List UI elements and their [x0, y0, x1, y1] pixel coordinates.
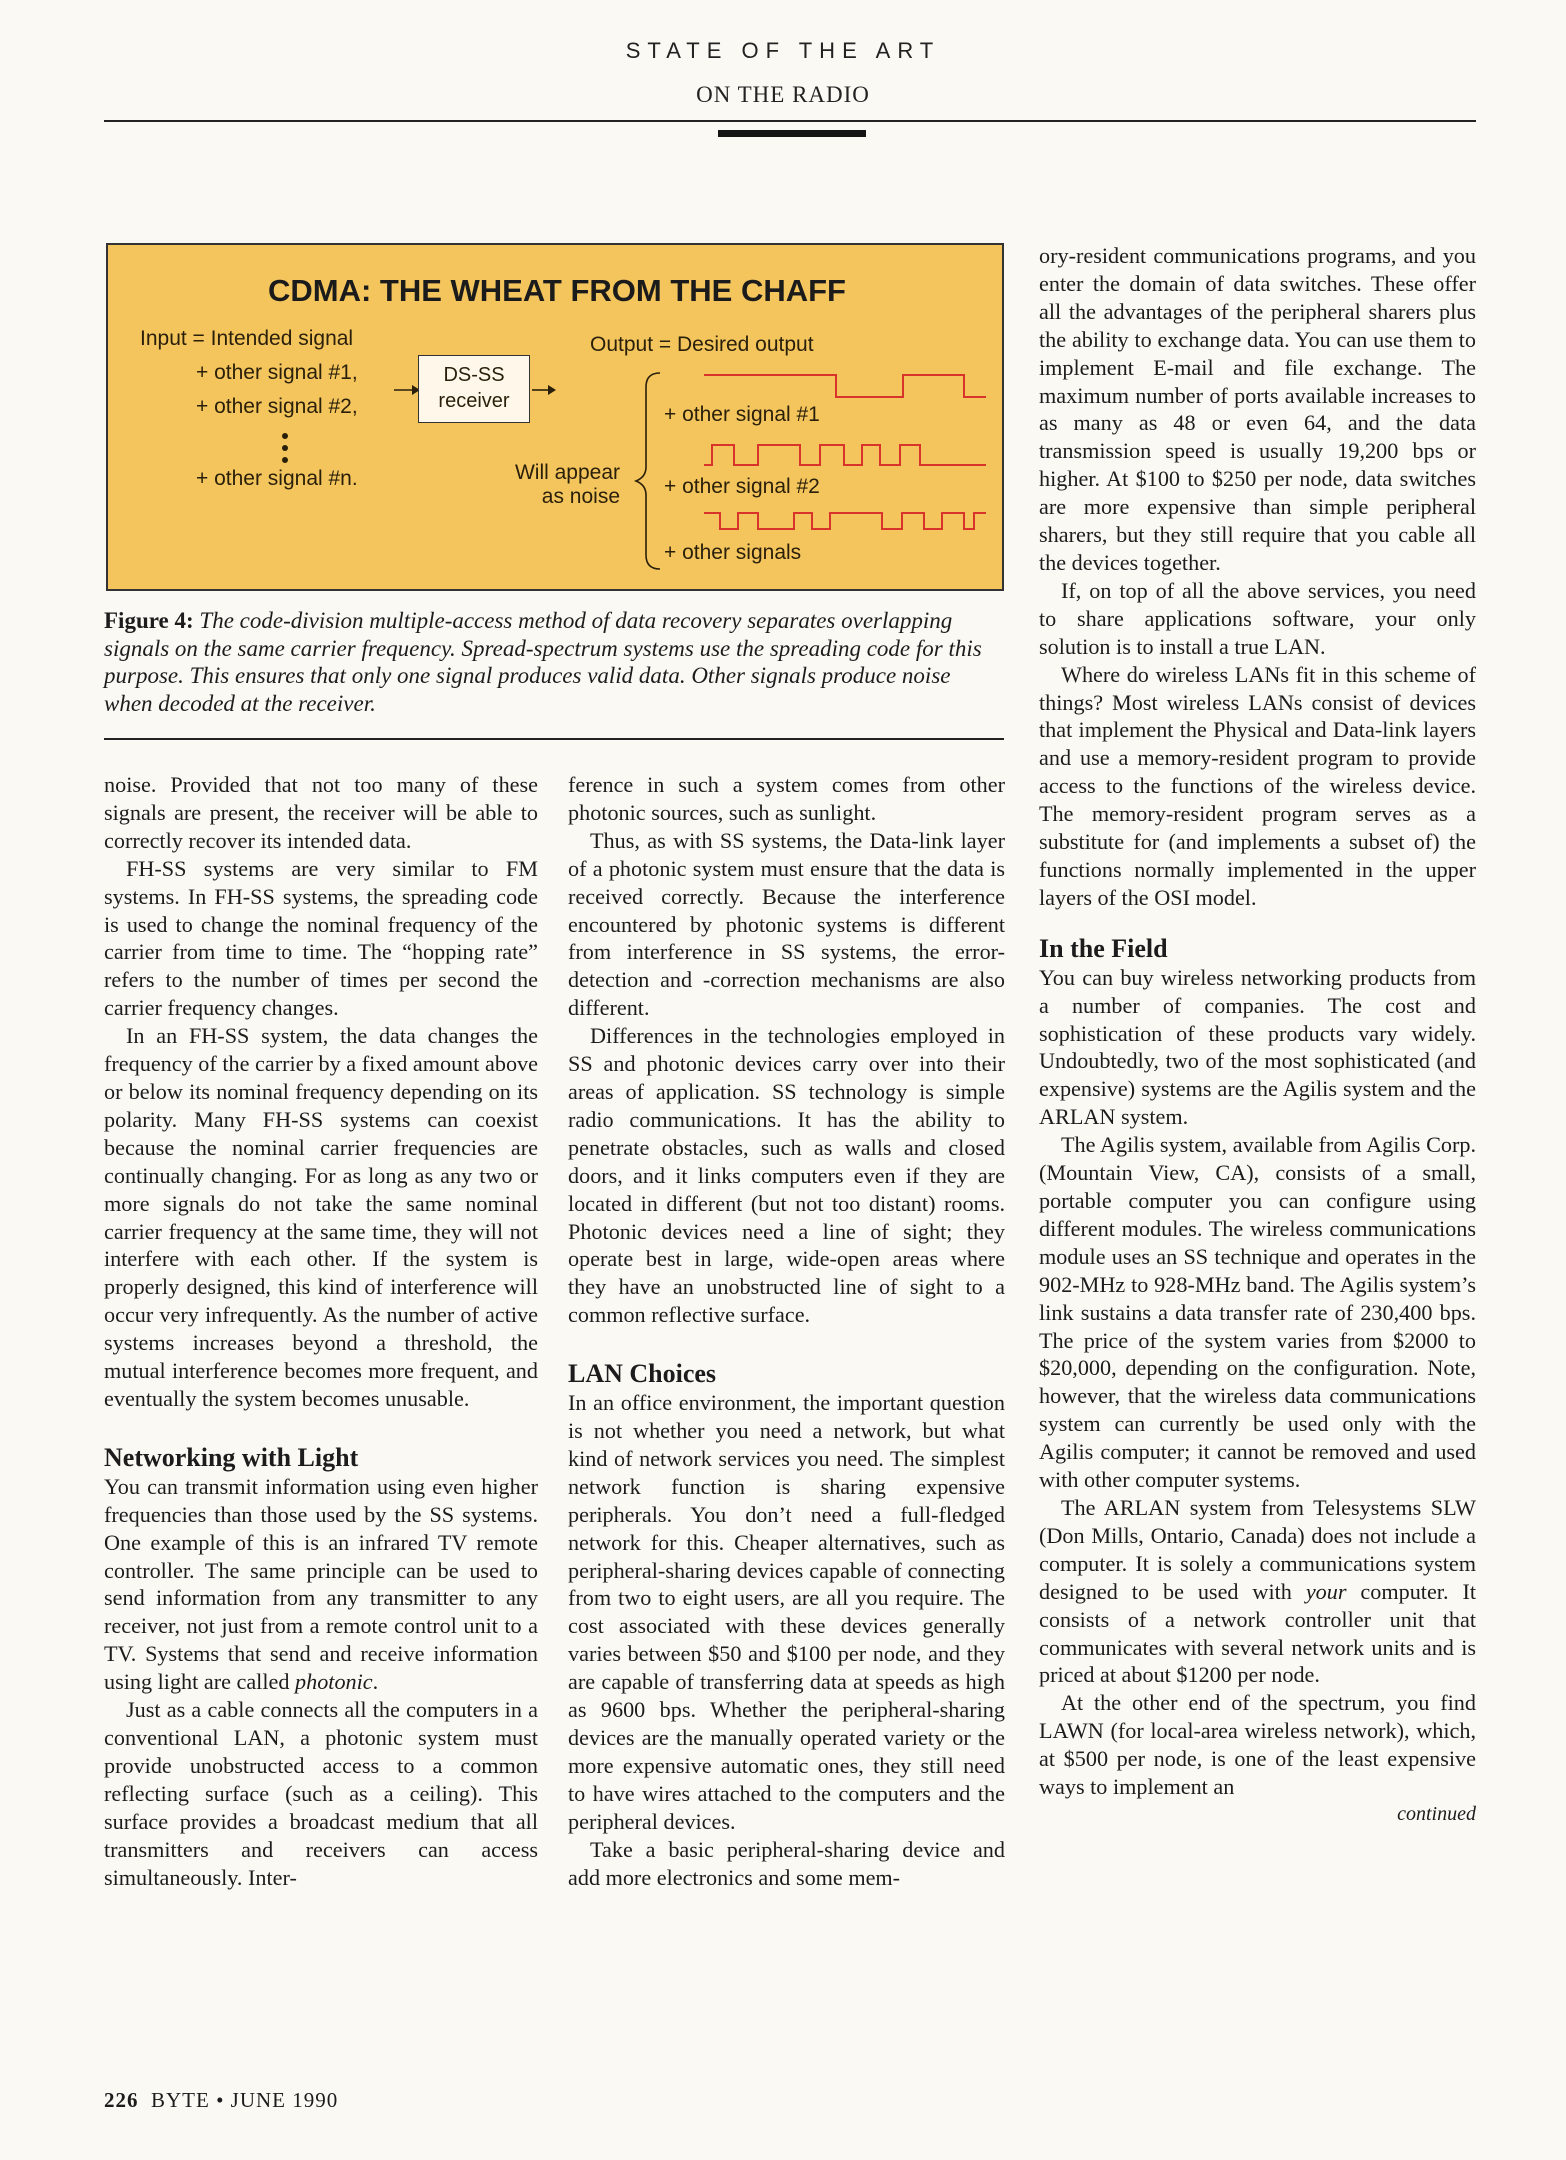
paragraph: Just as a cable connects all the computers in a conventional LAN, a photonic system must provide unobstructed access to a common reflecting surface (such as a ceiling). This surface provides a broadcast medium that all transmitters and receivers can access simultaneously. Inter- — [104, 1697, 538, 1890]
output-arrowhead — [548, 385, 556, 395]
page-footer — [104, 2088, 338, 2113]
continued-label: continued — [1397, 1802, 1476, 1825]
paragraph: If, on top of all the above services, you need to share applications software, your only solution is to install a true LAN. — [1039, 577, 1476, 659]
paragraph: You can buy wireless networking products from a number of companies. The cost and sophistication of these products vary widely. Undoubtedly, two of the most sophisticated (and expensive) systems are the Agilis system and the ARLAN system. — [1039, 964, 1476, 1130]
paragraph: Where do wireless LANs fit in this scheme of things? Most wireless LANs consist of devices that implement the Physical and Data-link layers and use a memory-resident program to provide access to the functions of the wireless device. The memory-resident program serves as a substitute for (and implements a subset of) the functions normally implemented in the upper layers of the OSI model. — [1039, 661, 1476, 910]
heading-lan-choices: LAN Choices — [568, 1359, 717, 1389]
caption-label: Figure 4: — [104, 608, 194, 633]
figure-4-diagram — [106, 243, 1004, 591]
output-other-signals: + other signals — [664, 541, 802, 564]
receiver-label-1: DS-SS — [443, 364, 505, 386]
noise-label-2: as noise — [541, 485, 620, 508]
column-2 — [568, 771, 1005, 1891]
spacer — [568, 1329, 1005, 1359]
paragraph: In an office environment, the important question is not whether you need a network, but what kind of network services you need. The simplest network function is sharing expensive peripherals. You don’t need a full-fledged network for this. Cheaper alternatives, such as peripheral-sharing devices capable of connecting from two to eight users, are all you require. The cost associated with these devices generally varies between $50 and $100 per node, and they are capable of transferring data at speeds as high as 9600 bps. Whether the peripheral-sharing devices are the manually operated variety or the more expensive automatic ones, they still need to have wires attached to the computers and the peripheral devices. — [568, 1390, 1005, 1834]
heading-networking-with-light: Networking with Light — [104, 1442, 359, 1472]
magazine-issue: BYTE • JUNE 1990 — [151, 2088, 339, 2112]
figure-caption — [104, 607, 1004, 717]
column-3 — [1039, 242, 1476, 1829]
ellipsis-dot — [282, 433, 288, 439]
receiver-label-2: receiver — [438, 390, 510, 412]
section-header: STATE OF THE ART — [625, 38, 941, 63]
noise-label-1: Will appear — [514, 461, 620, 484]
output-label: Output = Desired output — [590, 333, 814, 356]
paragraph: ory-resident communications programs, and you enter the domain of data switches. These offer all the advantages of the peripheral sharers plus the ability to exchange data. You can use them to implement E-mail and file exchange. The maximum number of ports available increases to as many as 48 or even 64, and the data transmission speed is usually 19,200 bps or higher. At $100 to $250 per node, data switches are more expensive than simple peripheral sharers, but they still require that you cable all the devices together. — [1039, 243, 1476, 575]
subsection-header: ON THE RADIO — [696, 82, 870, 107]
caption-text: The code-division multiple-access method of data recovery separates overlapping signals on the same carrier frequency. Spread-spectrum systems use the spreading code for this purpose. This ensures that only one signal produces valid data. Other signals produce noise when decoded at the receiver. — [104, 608, 982, 716]
paragraph: Thus, as with SS systems, the Data-link layer of a photonic system must ensure that the data is received correctly. Because the interference encountered by photonic systems is different from interference in SS systems, the error-detection and -correction mechanisms are also different. — [568, 827, 1005, 1021]
figure-title: CDMA: THE WHEAT FROM THE CHAFF — [267, 273, 846, 308]
paragraph: You can transmit information using even higher frequencies than those used by the SS systems. One example of this is an infrared TV remote controller. The same principle can be used to send information from any transmitter to any receiver, not just from a remote control unit to a TV. Systems that send and receive information using light are called photonic. — [104, 1473, 538, 1695]
output-other-signal-2: + other signal #2 — [664, 475, 820, 498]
spacer — [104, 1413, 538, 1443]
paragraph: Differences in the technologies employed in SS and photonic devices carry over into their areas of application. SS technology is simple radio communications. It has the ability to penetrate obstacles, such as walls and closed doors, and it links computers even if they are located in different (but not too distant) rooms. Photonic devices need a line of sight; they operate best in large, wide-open areas where they have an unobstructed line of sight to a common reflective surface. — [568, 1023, 1005, 1328]
paragraph: The Agilis system, available from Agilis Corp. (Mountain View, CA), consists of a small, portable computer you can configure using different modules. The wireless communications module uses an SS technique and operates in the 902-MHz to 928-MHz band. The Agilis system’s link sustains a data transfer rate of 230,400 bps. The price of the system varies from $2000 to $20,000, depending on the configuration. Note, however, that the wireless data communications system can currently be used only with the Agilis computer; it cannot be removed and used with other computer systems. — [1039, 1132, 1476, 1493]
spacer — [1039, 912, 1476, 934]
paragraph: In an FH-SS system, the data changes the frequency of the carrier by a fixed amount above or below its nominal frequency depending on its polarity. Many FH-SS systems can coexist because the nominal carrier frequencies are continually changing. For as long as any two or more signals do not take the same nominal carrier frequency at the same time, they will not interfere with each other. If the system is properly designed, this kind of interference will occur very infrequently. As the number of active systems increases beyond a threshold, the mutual interference becomes more frequent, and eventually the system becomes unusable. — [104, 1023, 538, 1411]
ellipsis-dot — [282, 457, 288, 463]
input-other-signal-n: + other signal #n. — [196, 467, 358, 490]
desired-output-trace — [704, 375, 986, 397]
paragraph: ference in such a system comes from other photonic sources, such as sunlight. — [568, 772, 1005, 825]
input-label: Input = Intended signal — [140, 327, 354, 350]
paragraph: At the other end of the spectrum, you find LAWN (for local-area wireless network), which, at $500 per node, is one of the least expensive ways to implement an — [1039, 1690, 1476, 1800]
paragraph: The ARLAN system from Telesystems SLW (Don Mills, Ontario, Canada) does not include a computer. It is solely a communications system designed to be used with your computer. It consists of a network controller unit that communicates with several network units and is priced at about $1200 per node. — [1039, 1494, 1476, 1688]
noise-brace — [636, 373, 660, 569]
column-1 — [104, 771, 538, 1891]
page-number: 226 — [104, 2088, 139, 2112]
input-other-signal-2: + other signal #2, — [196, 395, 358, 418]
ellipsis-dot — [282, 445, 288, 451]
header-accent-bar — [718, 130, 866, 137]
header-rule — [104, 120, 1476, 122]
caption-rule — [104, 738, 1004, 740]
output-other-signal-1: + other signal #1 — [664, 403, 820, 426]
paragraph: FH-SS systems are very similar to FM systems. In FH-SS systems, the spreading code is used to change the nominal frequency of the carrier from time to time. The “hopping rate” refers to the number of times per second the carrier frequency changes. — [104, 855, 538, 1021]
paragraph: Take a basic peripheral-sharing device and add more electronics and some mem- — [568, 1836, 1005, 1890]
ds-ss-receiver-box — [418, 355, 530, 423]
paragraph: noise. Provided that not too many of these signals are present, the receiver will be able to correctly recover its intended data. — [104, 772, 538, 853]
other-signals-trace — [704, 513, 986, 529]
heading-in-the-field: In the Field — [1039, 933, 1168, 963]
other-signal-1-trace — [704, 445, 986, 465]
input-other-signal-1: + other signal #1, — [196, 361, 358, 384]
